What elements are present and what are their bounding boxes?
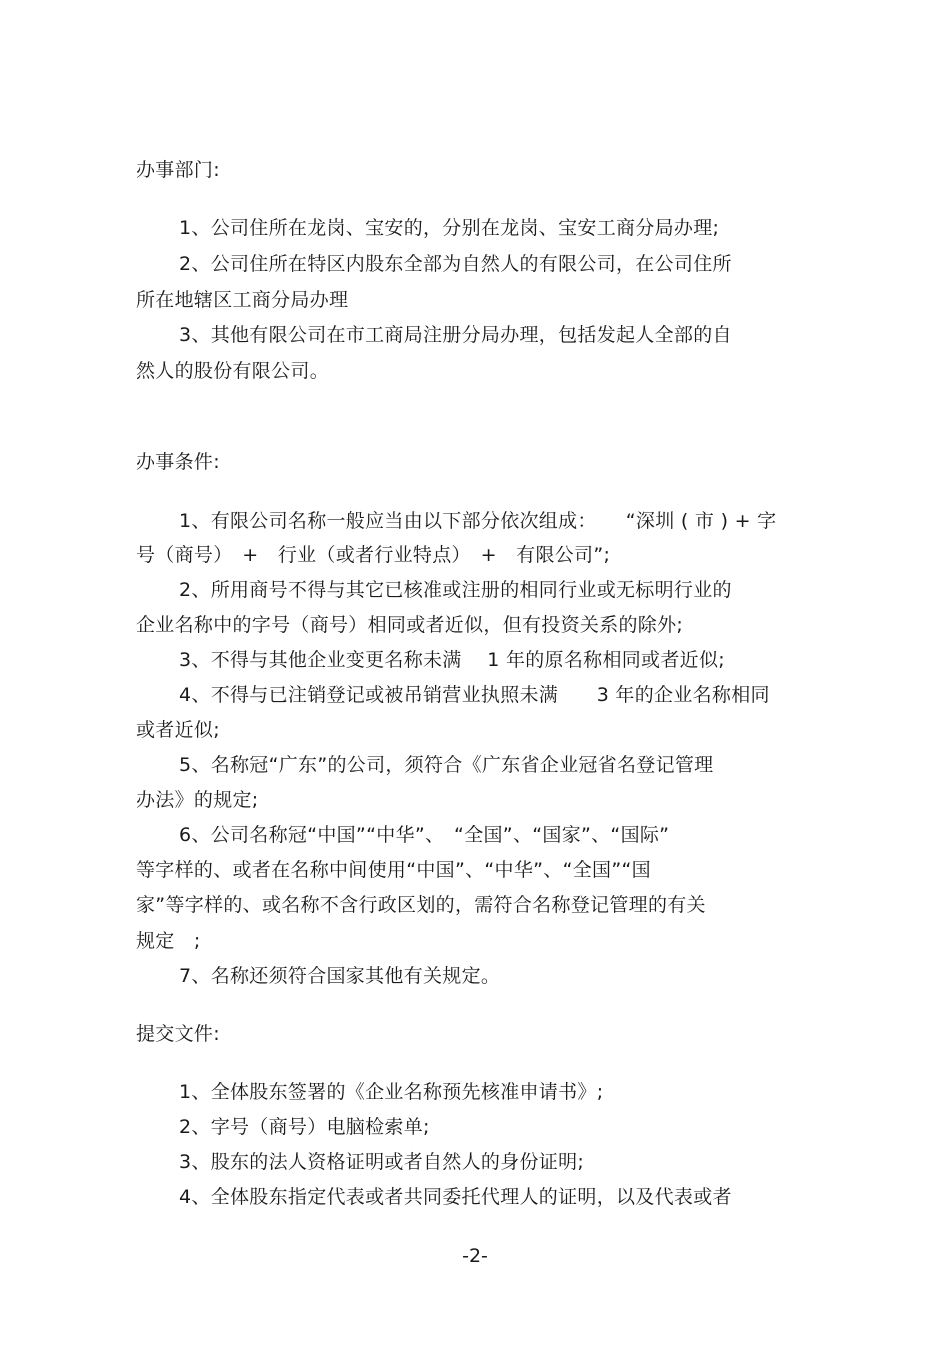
- cond-item-6-line-4: 规定 ;: [136, 930, 201, 952]
- cond-item-6-line-2: 等字样的、或者在名称中间使用“中国”、“中华”、“全国”“国: [136, 859, 651, 881]
- cond-item-1-line-1: 1、有限公司名称一般应当由以下部分依次组成： “深圳 ( 市 ) + 字: [179, 510, 777, 532]
- cond-item-6-line-3: 家”等字样的、或名称不含行政区划的，需符合名称登记管理的有关: [136, 894, 706, 916]
- section-heading-documents: 提交文件:: [136, 1023, 220, 1045]
- cond-item-4-line-2: 或者近似;: [136, 719, 220, 741]
- section-heading-conditions: 办事条件:: [136, 451, 220, 473]
- doc-item-3-line-1: 3、股东的法人资格证明或者自然人的身份证明;: [179, 1151, 585, 1173]
- dept-item-1-line-1: 1、公司住所在龙岗、宝安的，分别在龙岗、宝安工商分局办理;: [179, 217, 720, 239]
- cond-item-7-line-1: 7、名称还须符合国家其他有关规定。: [179, 965, 501, 987]
- doc-item-4-line-1: 4、全体股东指定代表或者共同委托代理人的证明，以及代表或者: [179, 1186, 732, 1208]
- dept-item-2-line-2: 所在地辖区工商分局办理: [136, 289, 349, 311]
- doc-item-1-line-1: 1、全体股东签署的《企业名称预先核准申请书》;: [179, 1081, 604, 1103]
- cond-item-5-line-1: 5、名称冠“广东”的公司，须符合《广东省企业冠省名登记管理: [179, 754, 714, 776]
- cond-item-1-line-2: 号（商号） + 行业（或者行业特点） + 有限公司”;: [136, 544, 611, 566]
- dept-item-2-line-1: 2、公司住所在特区内股东全部为自然人的有限公司，在公司住所: [179, 253, 732, 275]
- cond-item-4-line-1: 4、不得与已注销登记或被吊销营业执照未满 3 年的企业名称相同: [179, 684, 770, 706]
- page-number: -2-: [462, 1245, 488, 1267]
- cond-item-3-line-1: 3、不得与其他企业变更名称未满 1 年的原名称相同或者近似;: [179, 649, 725, 671]
- cond-item-5-line-2: 办法》的规定;: [136, 789, 259, 811]
- cond-item-2-line-2: 企业名称中的字号（商号）相同或者近似，但有投资关系的除外;: [136, 614, 684, 636]
- doc-item-2-line-1: 2、字号（商号）电脑检索单;: [179, 1116, 430, 1138]
- cond-item-2-line-1: 2、所用商号不得与其它已核准或注册的相同行业或无标明行业的: [179, 579, 732, 601]
- cond-item-6-line-1: 6、公司名称冠“中国”“中华”、 “全国”、“国家”、“国际”: [179, 824, 670, 846]
- section-heading-dept: 办事部门:: [136, 159, 220, 181]
- dept-item-3-line-2: 然人的股份有限公司。: [136, 360, 330, 382]
- dept-item-3-line-1: 3、其他有限公司在市工商局注册分局办理，包括发起人全部的自: [179, 324, 732, 346]
